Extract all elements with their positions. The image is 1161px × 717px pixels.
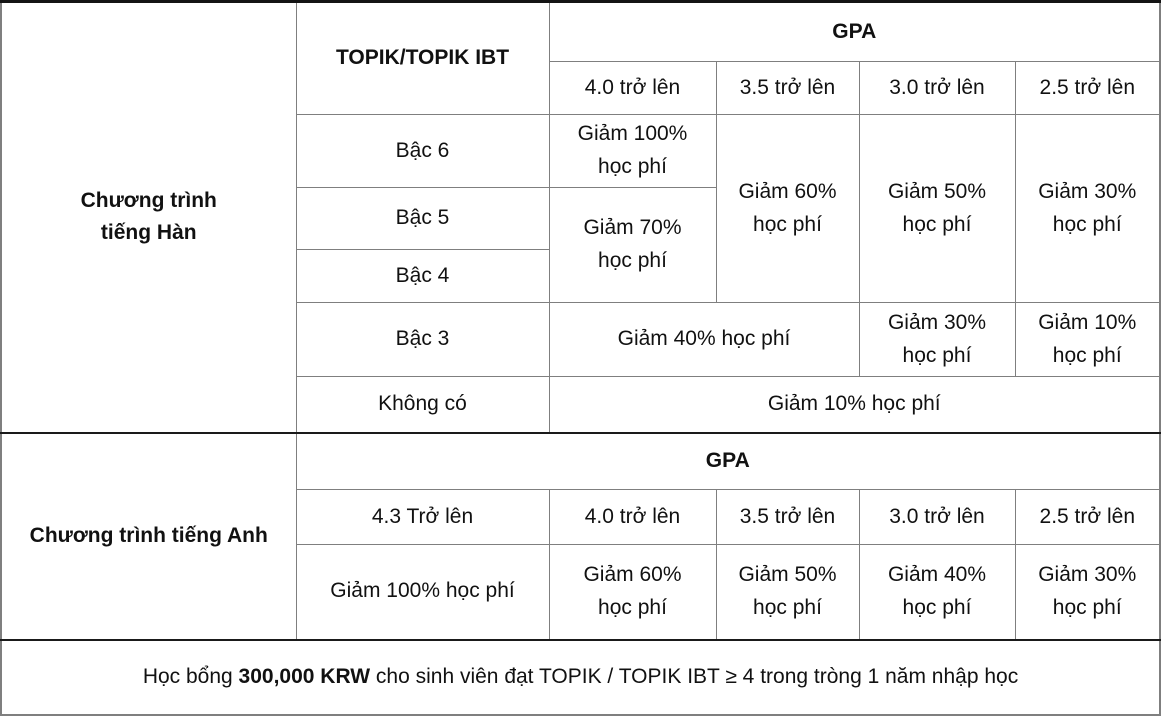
- note-amount: 300,000 KRW: [238, 664, 371, 688]
- english-gpa-col-30: 3.0 trở lên: [859, 490, 1015, 545]
- discount-bac654-gpa35-cell: [716, 115, 859, 303]
- note-suffix: cho sinh viên đạt TOPIK / TOPIK IBT ≥ 4 trong tròng 1 năm nhập học: [370, 664, 1019, 688]
- discount-bac654-gpa25: Giảm 30% học phí: [1038, 179, 1137, 236]
- english-discount-40-cell: [549, 545, 716, 640]
- english-discount-40: Giảm 60% học phí: [583, 563, 682, 619]
- english-discount-35-cell: [716, 545, 859, 640]
- korean-level-bac4-cell: Bậc 4: [296, 250, 549, 303]
- korean-gpa-col-30: 3.0 trở lên: [859, 62, 1015, 115]
- discount-bac6-gpa40-cell: [549, 115, 716, 188]
- korean-gpa-col-35: 3.5 trở lên: [716, 62, 859, 115]
- note-prefix: Học bổng: [142, 664, 239, 688]
- discount-none-all-cell: Giảm 10% học phí: [549, 377, 1160, 433]
- english-discount-25-cell: [1015, 545, 1160, 640]
- discount-bac654-gpa30-cell: [859, 115, 1015, 303]
- korean-gpa-header-cell: GPA: [549, 2, 1160, 62]
- english-gpa-col-35: 3.5 trở lên: [716, 490, 859, 545]
- discount-bac3-gpa25: Giảm 10% học phí: [1038, 310, 1137, 367]
- english-gpa-col-43: 4.3 Trở lên: [296, 490, 549, 545]
- discount-bac54-gpa40-cell: [549, 188, 716, 303]
- english-gpa-header-cell: GPA: [296, 433, 1160, 490]
- topik-header-cell: TOPIK/TOPIK IBT: [296, 2, 549, 115]
- korean-gpa-col-40: 4.0 trở lên: [549, 62, 716, 115]
- english-program-label-cell: Chương trình tiếng Anh: [1, 433, 296, 640]
- english-gpa-col-25: 2.5 trở lên: [1015, 490, 1160, 545]
- english-gpa-col-40: 4.0 trở lên: [549, 490, 716, 545]
- english-discount-43-cell: Giảm 100% học phí: [296, 545, 549, 640]
- korean-level-bac6-cell: Bậc 6: [296, 115, 549, 188]
- discount-bac3-gpa30: Giảm 30% học phí: [887, 310, 987, 367]
- english-discount-25: Giảm 30% học phí: [1038, 563, 1137, 619]
- discount-bac654-gpa35: Giảm 60% học phí: [738, 179, 837, 236]
- korean-level-none-cell: Không có: [296, 377, 549, 433]
- korean-level-bac3-cell: Bậc 3: [296, 303, 549, 377]
- english-discount-35: Giảm 50% học phí: [738, 563, 837, 619]
- discount-bac654-gpa30: Giảm 50% học phí: [887, 179, 987, 236]
- discount-bac654-gpa25-cell: [1015, 115, 1160, 303]
- discount-bac3-gpa30-cell: [859, 303, 1015, 377]
- scholarship-note-cell: [1, 640, 1160, 715]
- korean-level-bac5-cell: Bậc 5: [296, 188, 549, 250]
- korean-program-label-cell: [1, 2, 296, 433]
- korean-program-label: Chương trình tiếng Hàn: [80, 188, 217, 245]
- discount-bac3-gpa25-cell: [1015, 303, 1160, 377]
- english-discount-30-cell: [859, 545, 1015, 640]
- english-discount-30: Giảm 40% học phí: [887, 563, 987, 619]
- discount-bac3-gpa40-35-cell: Giảm 40% học phí: [549, 303, 859, 377]
- discount-bac6-gpa40: Giảm 100% học phí: [577, 122, 688, 178]
- korean-gpa-col-25: 2.5 trở lên: [1015, 62, 1160, 115]
- discount-bac54-gpa40: Giảm 70% học phí: [583, 216, 682, 272]
